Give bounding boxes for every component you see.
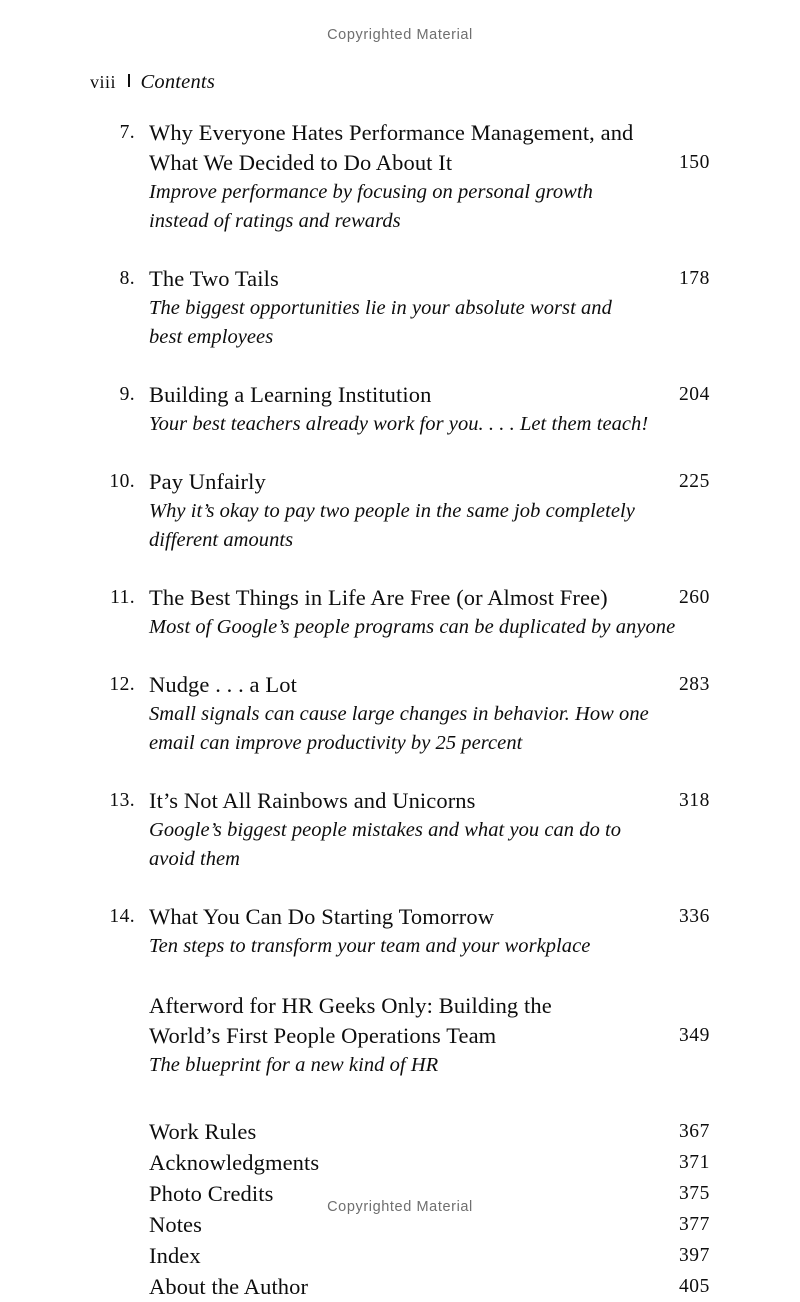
toc-entry-number: 14. — [109, 906, 135, 927]
back-matter-page-number: 377 — [678, 1214, 710, 1235]
copyright-watermark-top: Copyrighted Material — [327, 27, 473, 43]
toc-entry-page-number: 336 — [678, 906, 710, 927]
toc-entry-subtitle-line: Most of Google’s people programs can be duplicated by anyone — [149, 616, 676, 638]
back-matter-label: Index — [149, 1243, 201, 1268]
copyright-watermark-bottom: Copyrighted Material — [327, 1199, 473, 1215]
toc-entry-title-line: World’s First People Operations Team 349 — [149, 1021, 710, 1051]
toc-entry-page-number: 260 — [678, 587, 710, 608]
toc-entry-number: 9. — [119, 384, 135, 405]
toc-entry-subtitle-line: Google’s biggest people mistakes and what you can do to — [149, 819, 622, 841]
toc-entry-body — [149, 467, 710, 555]
toc-entry-subtitle-line: Ten steps to transform your team and your workplace — [149, 935, 591, 957]
back-matter-row[interactable] — [149, 1240, 710, 1271]
toc-entry-number: 10. — [109, 471, 135, 492]
toc-entry-title-line: Why Everyone Hates Performance Management, and — [149, 120, 634, 145]
toc-entry-page-number: 204 — [678, 384, 710, 405]
toc-entry-title-line: The Best Things in Life Are Free (or Almost Free) 260 — [149, 583, 710, 613]
toc-entry-subtitle-line: email can improve productivity by 25 percent — [149, 732, 523, 754]
toc-entry[interactable] — [90, 991, 710, 1080]
toc-entry-title-line: What We Decided to Do About It 150 — [149, 148, 710, 178]
toc-entry-title-line: The Two Tails 178 — [149, 264, 710, 294]
toc-entry-title-line: Afterword for HR Geeks Only: Building the — [149, 993, 552, 1018]
running-head — [90, 71, 215, 94]
toc-entry[interactable] — [90, 467, 710, 555]
folio-divider-icon — [128, 74, 130, 87]
toc-entry-subtitle-line: The biggest opportunities lie in your absolute worst and — [149, 297, 612, 319]
toc-entry-title-line: It’s Not All Rainbows and Unicorns 318 — [149, 786, 710, 816]
toc-entry[interactable] — [90, 583, 710, 642]
toc-entry[interactable] — [90, 118, 710, 236]
folio-section-label: Contents — [140, 71, 216, 93]
toc-entry[interactable] — [90, 264, 710, 352]
toc-entry-page-number: 349 — [678, 1025, 710, 1046]
toc-entry-subtitle-line: instead of ratings and rewards — [149, 210, 401, 232]
toc-entry-number: 12. — [109, 674, 135, 695]
toc-entry-number: 13. — [109, 790, 135, 811]
toc-entry-body — [149, 380, 710, 439]
toc-entry-body — [149, 264, 710, 352]
toc-entry-body — [149, 902, 710, 961]
toc-entry-body — [149, 991, 710, 1080]
back-matter-page-number: 371 — [678, 1152, 710, 1173]
folio-page-number: viii — [90, 72, 117, 92]
toc-entry-title-line: Building a Learning Institution 204 — [149, 380, 710, 410]
back-matter-page-number: 367 — [678, 1121, 710, 1142]
toc-entry-subtitle-line: best employees — [149, 326, 274, 348]
toc-entry-subtitle-line: different amounts — [149, 529, 294, 551]
back-matter-page-number: 405 — [678, 1276, 710, 1297]
toc-entry-page-number: 283 — [678, 674, 710, 695]
toc-entry-subtitle-line: Small signals can cause large changes in behavior. How one — [149, 703, 649, 725]
toc-entry-title-line: What You Can Do Starting Tomorrow 336 — [149, 902, 710, 932]
toc-entry-number: 7. — [119, 122, 135, 143]
back-matter-label: Notes — [149, 1212, 202, 1237]
back-matter-page-number: 375 — [678, 1183, 710, 1204]
back-matter-label: Work Rules — [149, 1119, 257, 1144]
toc-entry-number: 11. — [110, 587, 135, 608]
back-matter-row[interactable] — [149, 1271, 710, 1302]
toc-entry-subtitle-line: The blueprint for a new kind of HR — [149, 1054, 439, 1076]
toc-entry-body — [149, 583, 710, 642]
back-matter-row[interactable] — [149, 1116, 710, 1147]
back-matter-label: Acknowledgments — [149, 1150, 320, 1175]
toc-entry-title-line: Nudge . . . a Lot 283 — [149, 670, 710, 700]
toc-entry[interactable] — [90, 670, 710, 758]
toc-entry[interactable] — [90, 786, 710, 874]
toc-entry[interactable] — [90, 380, 710, 439]
table-of-contents — [90, 118, 710, 1302]
toc-entry-body — [149, 786, 710, 874]
toc-entry[interactable] — [90, 902, 710, 961]
toc-entry-page-number: 225 — [678, 471, 710, 492]
back-matter-label: Photo Credits — [149, 1181, 274, 1206]
toc-entry-subtitle-line: Your best teachers already work for you. . . . Let them teach! — [149, 413, 649, 435]
toc-entry-subtitle-line: Improve performance by focusing on personal growth — [149, 181, 593, 203]
back-matter-row[interactable] — [149, 1147, 710, 1178]
toc-entry-title-line: Pay Unfairly 225 — [149, 467, 710, 497]
toc-entry-number: 8. — [119, 268, 135, 289]
toc-entry-page-number: 150 — [678, 152, 710, 173]
toc-entry-page-number: 318 — [678, 790, 710, 811]
back-matter-page-number: 397 — [678, 1245, 710, 1266]
toc-entry-body — [149, 670, 710, 758]
toc-entry-body — [149, 118, 710, 236]
toc-entry-subtitle-line: Why it’s okay to pay two people in the same job completely — [149, 500, 635, 522]
toc-entry-page-number: 178 — [678, 268, 710, 289]
back-matter-label: About the Author — [149, 1274, 309, 1299]
toc-entry-subtitle-line: avoid them — [149, 848, 241, 870]
